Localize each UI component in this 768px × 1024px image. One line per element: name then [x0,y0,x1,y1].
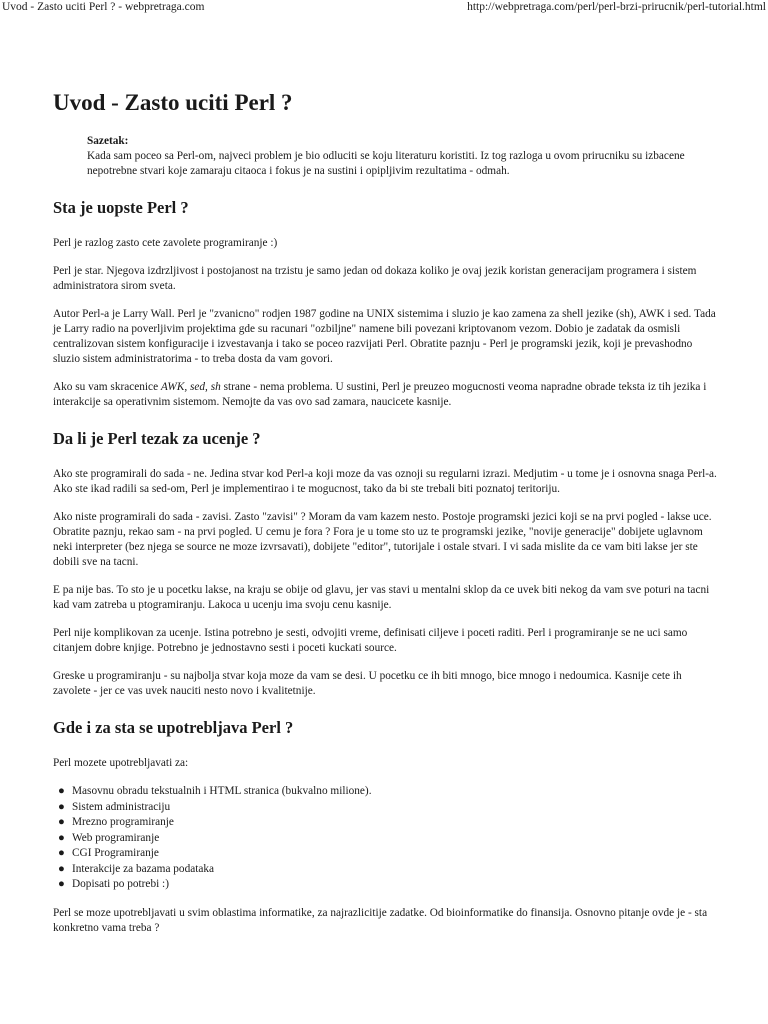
usage-list [53,784,721,893]
article [53,88,721,936]
paragraph-text: Ako su vam skracenice [53,381,161,393]
paragraph: E pa nije bas. To sto je u pocetku lakse, na kraju se obije od glavu, jer vas stavi u mentalni sklop da ce uvek biti nekog da vam sve poturi na tacni kad vam zatreba u ptogramiranju. Lakoca u ucenju ima svoju cenu kasnije. [53,584,710,611]
paragraph: Perl nije komplikovan za ucenje. Istina potrebno je sesti, odvojiti vreme, definisati ciljeve i poceti raditi. Perl i programiranje se ne uci samo citanjem dobre knjige. Potrebno je jednostavno sesti i poceti kuckati source. [53,627,688,654]
list-item: ● Web programiranje [72,831,721,847]
section-heading-what-is-perl: Sta je uopste Perl ? [53,198,189,217]
list-item: ● Masovnu obradu tekstualnih i HTML stranica (bukvalno milione). [72,784,721,800]
bullet-icon: ● [58,785,65,797]
paragraph [53,380,721,410]
print-header-url: http://webpretraga.com/perl/perl-brzi-prirucnik/perl-tutorial.html [467,1,766,13]
bullet-icon: ● [58,847,65,859]
paragraph: Perl se moze upotrebljavati u svim oblastima informatike, za najrazlicitije zadatke. Od bioinformatike do finansija. Osnovno pitanje ovde je - sta konkretno vama treba ? [53,906,708,934]
paragraph: Ako ste programirali do sada - ne. Jedina stvar kod Perl-a koji moze da vas oznoji su regularni izrazi. Medjutim - u tome je i osnovna snaga Perl-a. Ako ste ikad radili sa sed-om, Perl je implementirao i te mogucnost, tako da bi ste trebali biti poznatoj teritoriju. [53,468,717,495]
list-item: ● Mrezno programiranje [72,815,721,831]
paragraph: Greske u programiranju - su najbolja stvar koja moze da vam se desi. U pocetku ce ih biti mnogo, bice mnogo i nedoumica. Kasnije cete ih zavolete - jer ce vas uvek nauciti nesto novo i kvalitetnije. [53,670,682,697]
paragraph: Perl mozete upotrebljavati za: [53,757,189,769]
page-title: Uvod - Zasto uciti Perl ? [53,90,293,115]
bullet-icon: ● [58,816,65,828]
summary-text: Kada sam poceo sa Perl-om, najveci problem je bio odluciti se koju literaturu koristiti. Iz tog razloga u ovom prirucniku su izbacene nepotrebne stvari koje zamaraju citaoca i fokus je na sustini i opipljivim rezultatima - odmah. [87,150,685,177]
list-item: ● Interakcije za bazama podataka [72,862,721,878]
section-heading-where-perl-used: Gde i za sta se upotrebljava Perl ? [53,718,294,737]
list-item: ● Sistem administraciju [72,800,721,816]
paragraph: Perl je star. Njegova izdrzljivost i postojanost na trzistu je samo jedan od dokaza koliko je ovaj jezik koristan generacijam programera i sistem administratora sirom sveta. [53,265,697,292]
bullet-icon: ● [58,800,65,813]
paragraph: Ako niste programirali do sada - zavisi. Zasto "zavisi" ? Moram da vam kazem nesto. Postoje programski jezici koji se na prvi pogled - lakse uce. Obratite paznju, rekao sam - na prvi pogled. U cemu je fora ? Fora je u tome sto uz te programski jezike, "novije generacije" dobijete uglavnom neki interpreter (bez njega se source ne moze izvrsavati), dobijete "editor", tutorijale i ostale stvari. I vi sada mislite da ce vam biti lakse jer ste dobili sve na tacni. [53,511,712,568]
print-header-title: Uvod - Zasto uciti Perl ? - webpretraga.com [2,1,205,13]
paragraph: Perl je razlog zasto cete zavolete programiranje :) [53,237,278,249]
paragraph: Autor Perl-a je Larry Wall. Perl je "zvanicno" rodjen 1987 godine na UNIX sistemima i sluzio je kao zamena za shell jezike (sh), AWK i sed. Tada je Larry radio na poverljivim projektima gde su racunari "ozbiljne" namene bili povezani kriptovanom vezom. Dobio je zadatak da osmisli centralizovan sistem konfiguracije i izvestavanja i tako se poceo razvijati Perl. Obratite paznju - Perl je programski jezik, koji je prevashodno sluzio sistem administratorima - to treba dosta da vam govori. [53,308,716,365]
section-heading-is-perl-hard: Da li je Perl tezak za ucenje ? [53,429,261,448]
list-item: ● Dopisati po potrebi :) [72,877,721,893]
print-header [0,0,768,16]
italic-abbreviations: AWK, sed, sh [160,381,221,393]
bullet-icon: ● [58,831,65,844]
paragraph-text: strane - nema problema. U sustini, Perl je preuzeo mogucnosti veoma napradne obrade teksta iz tih jezika i interakcije sa operativnim sistemom. Nemojte da vas ovo sad zamara, naucicete kasnije. [53,381,707,408]
bullet-icon: ● [58,862,65,875]
bullet-icon: ● [58,878,65,890]
summary-label: Sazetak: [87,135,129,147]
summary-block [87,134,721,179]
list-item: ● CGI Programiranje [72,846,721,862]
